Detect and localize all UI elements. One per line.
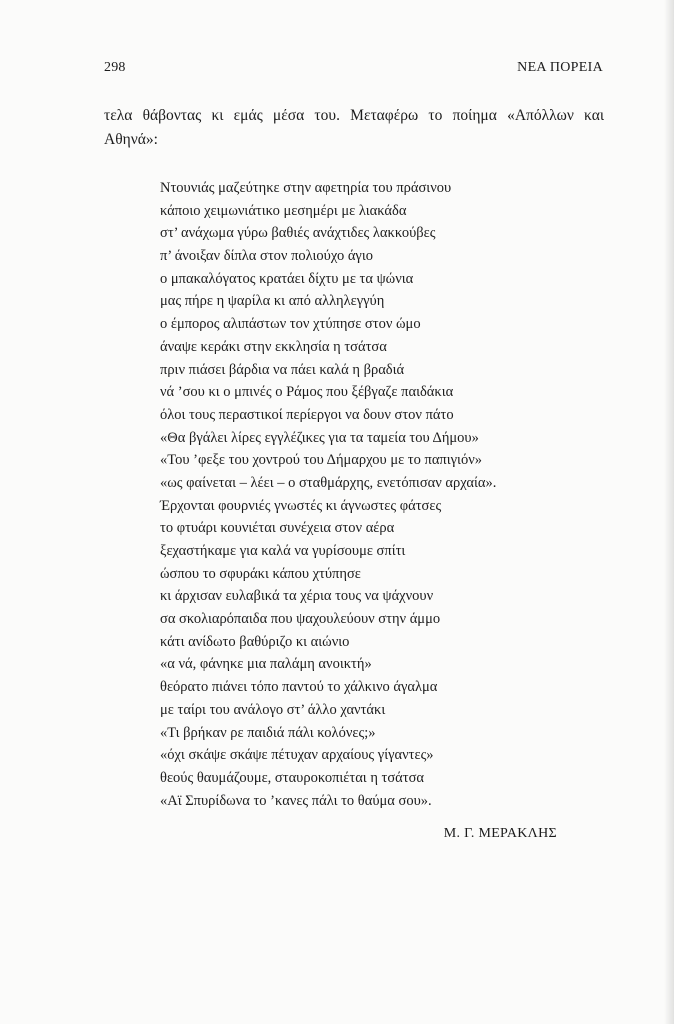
poem-line: ξεχαστήκαμε για καλά να γυρίσουμε σπίτι: [160, 543, 406, 559]
poem-line: «ως φαίνεται – λέει – ο σταθμάρχης, ενετόπισαν αρχαία».: [160, 474, 497, 491]
poem-line: ο έμπορος αλιπάστων τον χτύπησε στον ώμο: [160, 316, 421, 333]
page-number: 298: [104, 60, 126, 75]
prose-line: τελα θάβοντας κι εμάς μέσα του. Μεταφέρω το ποίημα «Απόλλων και: [104, 107, 604, 124]
running-head: ΝΕΑ ΠΟΡΕΙΑ: [517, 60, 603, 75]
poem-line: «Αϊ Σπυρίδωνα το ’κανες πάλι το θαύμα σου».: [160, 792, 432, 809]
poem-line: Ντουνιάς μαζεύτηκε στην αφετηρία του πράσινου: [160, 180, 452, 196]
poem-line: με ταίρι του ανάλογο στ’ άλλο χαντάκι: [160, 701, 386, 718]
poem-line: θεόρατο πιάνει τόπο παντού το χάλκινο άγαλμα: [160, 679, 438, 696]
poem-line: πριν πιάσει βάρδια να πάει καλά η βραδιά: [160, 361, 405, 378]
prose-paragraph: [104, 104, 604, 152]
page-edge-shadow: [664, 0, 674, 1024]
poem-line: θεούς θαυμάζουμε, σταυροκοπιέται η τσάτσα: [160, 769, 425, 786]
poem-line: «Του ’φεξε του χοντρού του Δήμαρχου με το παπιγιόν»: [160, 452, 483, 469]
poem-line: «Θα βγάλει λίρες εγγλέζικες για τα ταμεία του Δήμου»: [160, 429, 479, 446]
poem-line: μας πήρε η ψαρίλα κι από αλληλεγγύη: [160, 293, 385, 310]
prose-line: Αθηνά»:: [104, 131, 158, 148]
author-signature: Μ. Γ. ΜΕΡΑΚΛΗΣ: [443, 826, 557, 841]
poem-line: άναψε κεράκι στην εκκλησία η τσάτσα: [160, 338, 387, 355]
poem-line: ο μπακαλόγατος κρατάει δίχτυ με τα ψώνια: [160, 270, 414, 287]
poem: [160, 177, 560, 812]
poem-line: σα σκολιαρόπαιδα που ψαχουλεύουν στην άμμο: [160, 611, 441, 628]
poem-line: κι άρχισαν ευλαβικά τα χέρια τους να ψάχνουν: [160, 588, 434, 605]
poem-line: στ’ ανάχωμα γύρω βαθιές ανάχτιδες λακκούβες: [160, 225, 436, 242]
poem-line: κάτι ανίδωτο βαθύριζο κι αιώνιο: [160, 633, 350, 650]
poem-line: όλοι τους περαστικοί περίεργοι να δουν στον πάτο: [160, 406, 454, 423]
poem-line: νά ’σου κι ο μπινές ο Ράμος που ξέβγαζε παιδάκια: [160, 384, 454, 401]
poem-line: «όχι σκάψε σκάψε πέτυχαν αρχαίους γίγαντες»: [160, 747, 434, 764]
poem-line: ώσπου το σφυράκι κάπου χτύπησε: [160, 565, 361, 582]
poem-line: π’ άνοιξαν δίπλα στον πολιούχο άγιο: [160, 248, 373, 265]
poem-line: «α νά, φάνηκε μια παλάμη ανοικτή»: [160, 656, 372, 673]
poem-line: το φτυάρι κουνιέται συνέχεια στον αέρα: [160, 520, 395, 537]
poem-line: «Τι βρήκαν ρε παιδιά πάλι κολόνες;»: [160, 724, 376, 741]
poem-line: Έρχονται φουρνιές γνωστές κι άγνωστες φάτσες: [160, 497, 442, 514]
poem-line: κάποιο χειμωνιάτικο μεσημέρι με λιακάδα: [160, 202, 407, 219]
